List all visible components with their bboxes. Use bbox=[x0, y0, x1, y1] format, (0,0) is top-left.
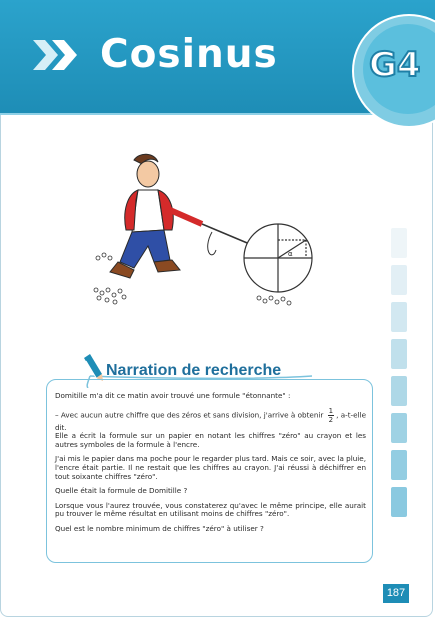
page-title: Cosinus bbox=[100, 32, 278, 77]
pencil-icon bbox=[84, 354, 103, 381]
fraction-numerator: 1 bbox=[328, 406, 334, 415]
narration-content bbox=[55, 392, 366, 540]
side-tab-strip bbox=[391, 228, 407, 524]
side-tab bbox=[391, 376, 407, 406]
side-tab bbox=[391, 302, 407, 332]
string bbox=[208, 232, 216, 255]
narration-paragraph: Domitille m'a dit ce matin avoir trouvé une formule "étonnante" : bbox=[55, 391, 291, 400]
angle-label: α bbox=[288, 250, 293, 258]
boy-rolling-wheel-illustration bbox=[84, 150, 314, 315]
narration-paragraph bbox=[55, 407, 366, 433]
stick bbox=[202, 224, 252, 245]
narration-paragraph: Quel est le nombre minimum de chiffres "zéro" à utiliser ? bbox=[55, 523, 264, 533]
page-number: 187 bbox=[383, 584, 409, 603]
side-tab bbox=[391, 339, 407, 369]
narration-paragraph: J'ai mis le papier dans ma poche pour le regarder plus tard. Mais ce soir, avec la pluie, l'encre était partie. Il ne restait que les chiffres au crayon. J'ai réussi à déchiffrer en tout soixante chiffres "zéro". bbox=[55, 454, 366, 481]
side-tab bbox=[391, 487, 407, 517]
chapter-code: G4 bbox=[369, 45, 421, 85]
narration-title: Narration de recherche bbox=[106, 362, 282, 379]
side-tab bbox=[391, 228, 407, 258]
side-tab bbox=[391, 450, 407, 480]
fraction-denominator: 2 bbox=[328, 415, 334, 424]
wheel bbox=[244, 224, 312, 292]
boy bbox=[110, 154, 202, 278]
paragraph-text: , a-t-elle dit. bbox=[55, 410, 366, 432]
narration-paragraph: Elle a écrit la formule sur un papier en notant les chiffres "zéro" au crayon et les autres symboles de la formule à l'encre. bbox=[55, 431, 366, 449]
side-tab bbox=[391, 265, 407, 295]
paragraph-text: – Avec aucun autre chiffre que des zéros et sans division, j'arrive à obtenir bbox=[55, 410, 324, 420]
fraction bbox=[328, 407, 334, 424]
narration-paragraph: Lorsque vous l'aurez trouvée, vous constaterez qu'avec le même principe, elle aurait pu trouver le même résultat en utilisant moins de chiffres "zéro". bbox=[55, 500, 366, 519]
side-tab bbox=[391, 413, 407, 443]
narration-paragraph: Quelle était la formule de Domitille ? bbox=[55, 486, 188, 496]
double-chevron-icon bbox=[33, 40, 81, 70]
